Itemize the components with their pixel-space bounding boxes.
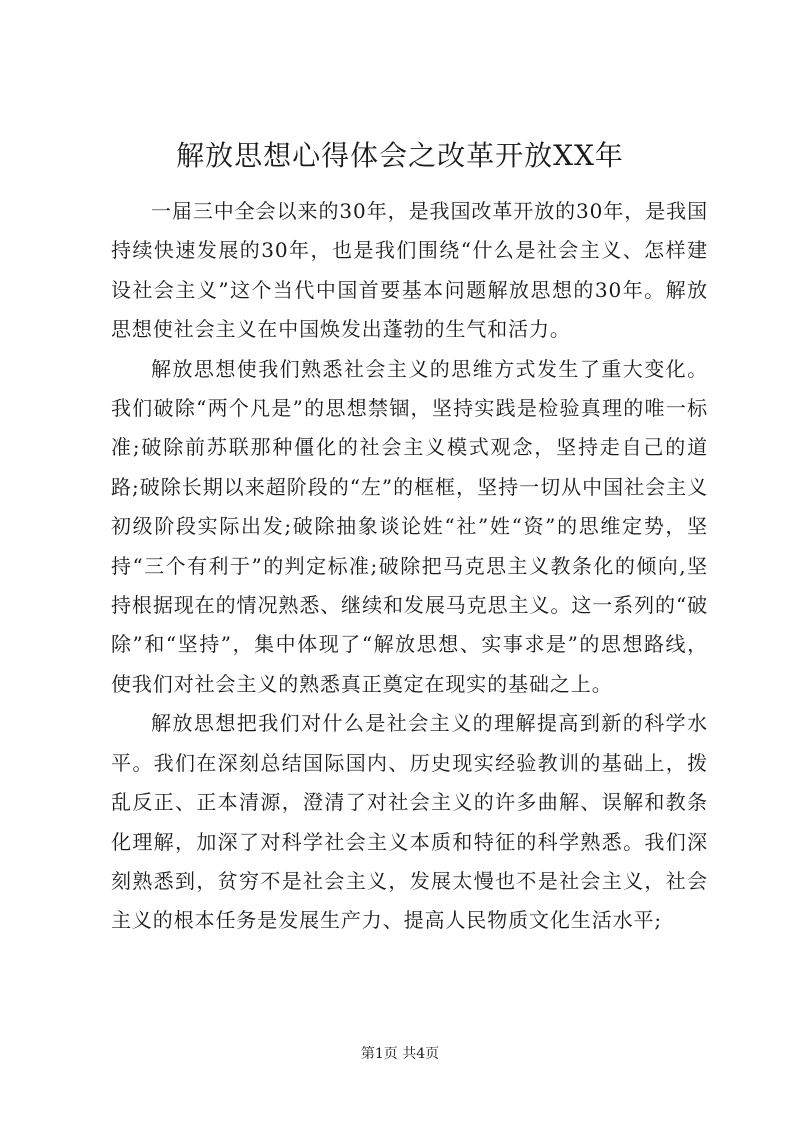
paragraph-2: 解放思想使我们熟悉社会主义的思维方式发生了重大变化。我们破除“两个凡是”的思想禁锢，坚持实践是检验真理的唯一标准;破除前苏联那种僵化的社会主义模式观念，坚持走自己的道路;破除长期以来超阶段的“左”的框框，坚持一切从中国社会主义初级阶段实际出发;破除抽象谈论姓“社”姓“资”的思维定势，坚持“三个有利于”的判定标准;破除把马克思主义教条化的倾向,坚持根据现在的情况熟悉、继续和发展马克思主义。这一系列的“破除”和“坚持”，集中体现了“解放思想、实事求是”的思想路线，使我们对社会主义的熟悉真正奠定在现实的基础之上。	[111, 356, 708, 696]
paragraph-3: 解放思想把我们对什么是社会主义的理解提高到新的科学水平。我们在深刻总结国际国内、历史现实经验教训的基础上，拨乱反正、正本清源，澄清了对社会主义的许多曲解、误解和教条化理解，加深了对科学社会主义本质和特征的科学熟悉。我们深刻熟悉到，贫穷不是社会主义，发展太慢也不是社会主义，社会主义的根本任务是发展生产力、提高人民物质文化生活水平;	[111, 711, 708, 933]
document-body	[111, 192, 708, 941]
page-number-footer: 第1页 共4页	[360, 1046, 440, 1062]
paragraph-1: 一届三中全会以来的30年，是我国改革开放的30年，是我国持续快速发展的30年，也是我们围绕“什么是社会主义、怎样建设社会主义”这个当代中国首要基本问题解放思想的30年。解放思想使社会主义在中国焕发出蓬勃的生气和活力。	[111, 199, 708, 342]
document-title: 解放思想心得体会之改革开放XX年	[176, 139, 624, 172]
